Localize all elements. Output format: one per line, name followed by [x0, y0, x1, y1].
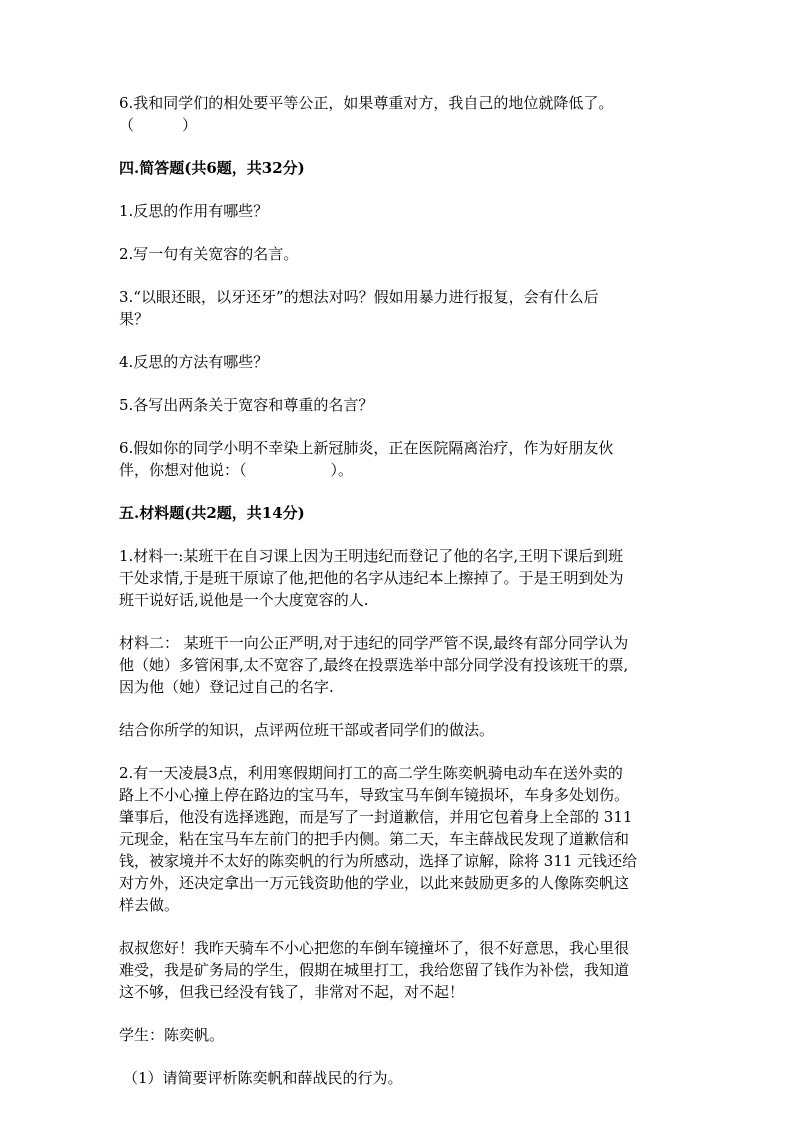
paragraph-line: 1.材料一:某班干在自习课上因为王明违纪而登记了他的名字,王明下课后到班: [119, 547, 624, 565]
paragraph-line: 元现金，粘在宝马车左前门的把手内侧。第二天，车主薛战民发现了道歉信和: [119, 830, 630, 848]
document-content: [119, 92, 679, 1089]
material-2: [119, 762, 679, 916]
short-answer-q5: 5.各写出两条关于宽容和尊重的名言？: [119, 396, 374, 414]
bracket-close: ）: [182, 116, 198, 134]
material-1-part-2: [119, 632, 679, 698]
question-text: 6.我和同学们的相处要平等公正，如果尊重对方，我自己的地位就降低了。: [119, 94, 614, 112]
paragraph-line: 钱，被家境并不太好的陈奕帆的行为所感动，选择了谅解，除将 311 元钱还给: [119, 852, 638, 870]
bracket-open: （: [119, 116, 135, 134]
question-text-part: 伴，你想对他说：（: [119, 461, 247, 479]
paragraph-line: 难受，我是矿务局的学生，假期在城里打工，我给您留了钱作为补偿，我知道: [119, 961, 630, 979]
paragraph-line: 2.有一天凌晨3点，利用寒假期间打工的高二学生陈奕帆骑电动车在送外卖的: [119, 764, 623, 782]
paragraph-line: 肇事后，他没有选择逃跑，而是写了一封道歉信，并用它包着身上全部的 311: [119, 808, 633, 826]
material-1-part-1: [119, 545, 679, 611]
material-1-question: 结合你所学的知识，点评两位班干部或者同学们的做法。: [119, 721, 495, 739]
paragraph-line: 这不够，但我已经没有钱了，非常对不起，对不起！: [119, 983, 465, 1001]
paragraph-line: 叔叔您好！我昨天骑车不小心把您的车倒车镜撞坏了，很不好意思，我心里很: [119, 939, 630, 957]
letter-signature: 学生：陈奕帆。: [119, 1026, 225, 1044]
question-text-part: ）。: [330, 461, 354, 479]
short-answer-q2: 2.写一句有关宽容的名言。: [119, 245, 299, 263]
question-line: 果？: [119, 310, 150, 328]
section-heading-material: 五.材料题(共2题，共14分): [119, 504, 305, 522]
paragraph-line: 干处求情,于是班干原谅了他,把他的名字从违纪本上擦掉了。于是王明到处为: [119, 569, 624, 587]
paragraph-line: 班干说好话,说他是一个大度宽容的人.: [119, 591, 369, 609]
paragraph-line: 对方外，还决定拿出一万元钱资助他的学业，以此来鼓励更多的人像陈奕帆这: [119, 874, 630, 892]
question-line: [119, 459, 679, 481]
apology-letter: [119, 937, 679, 1003]
paragraph-line: 因为他（她）登记过自己的名字.: [119, 678, 334, 696]
short-answer-q6: [119, 437, 679, 481]
material-2-sub-question-1: （1）请简要评析陈奕帆和薛战民的行为。: [123, 1069, 403, 1087]
paragraph-line: 路上不小心撞上停在路边的宝马车，导致宝马车倒车镜损坏，车身多处划伤。: [119, 786, 630, 804]
paragraph-line: 材料二： 某班干一向公正严明,对于违纪的同学严管不误,最终有部分同学认为: [119, 634, 629, 652]
question-line: 3.“以眼还眼，以牙还牙”的想法对吗？假如用暴力进行报复，会有什么后: [119, 288, 599, 306]
paragraph-line: 他（她）多管闲事,太不宽容了,最终在投票选举中部分同学没有投该班干的票,: [119, 656, 629, 674]
question-6-true-false: [119, 92, 679, 136]
answer-bracket: [119, 114, 679, 136]
short-answer-q4: 4.反思的方法有哪些？: [119, 353, 269, 371]
paragraph-line: 样去做。: [119, 896, 180, 914]
section-heading-short-answer: 四.简答题(共6题，共32分): [119, 159, 305, 177]
short-answer-q3: [119, 286, 679, 330]
short-answer-q1: 1.反思的作用有哪些？: [119, 202, 269, 220]
question-line: 6.假如你的同学小明不幸染上新冠肺炎，正在医院隔离治疗，作为好朋友伙: [119, 439, 614, 457]
